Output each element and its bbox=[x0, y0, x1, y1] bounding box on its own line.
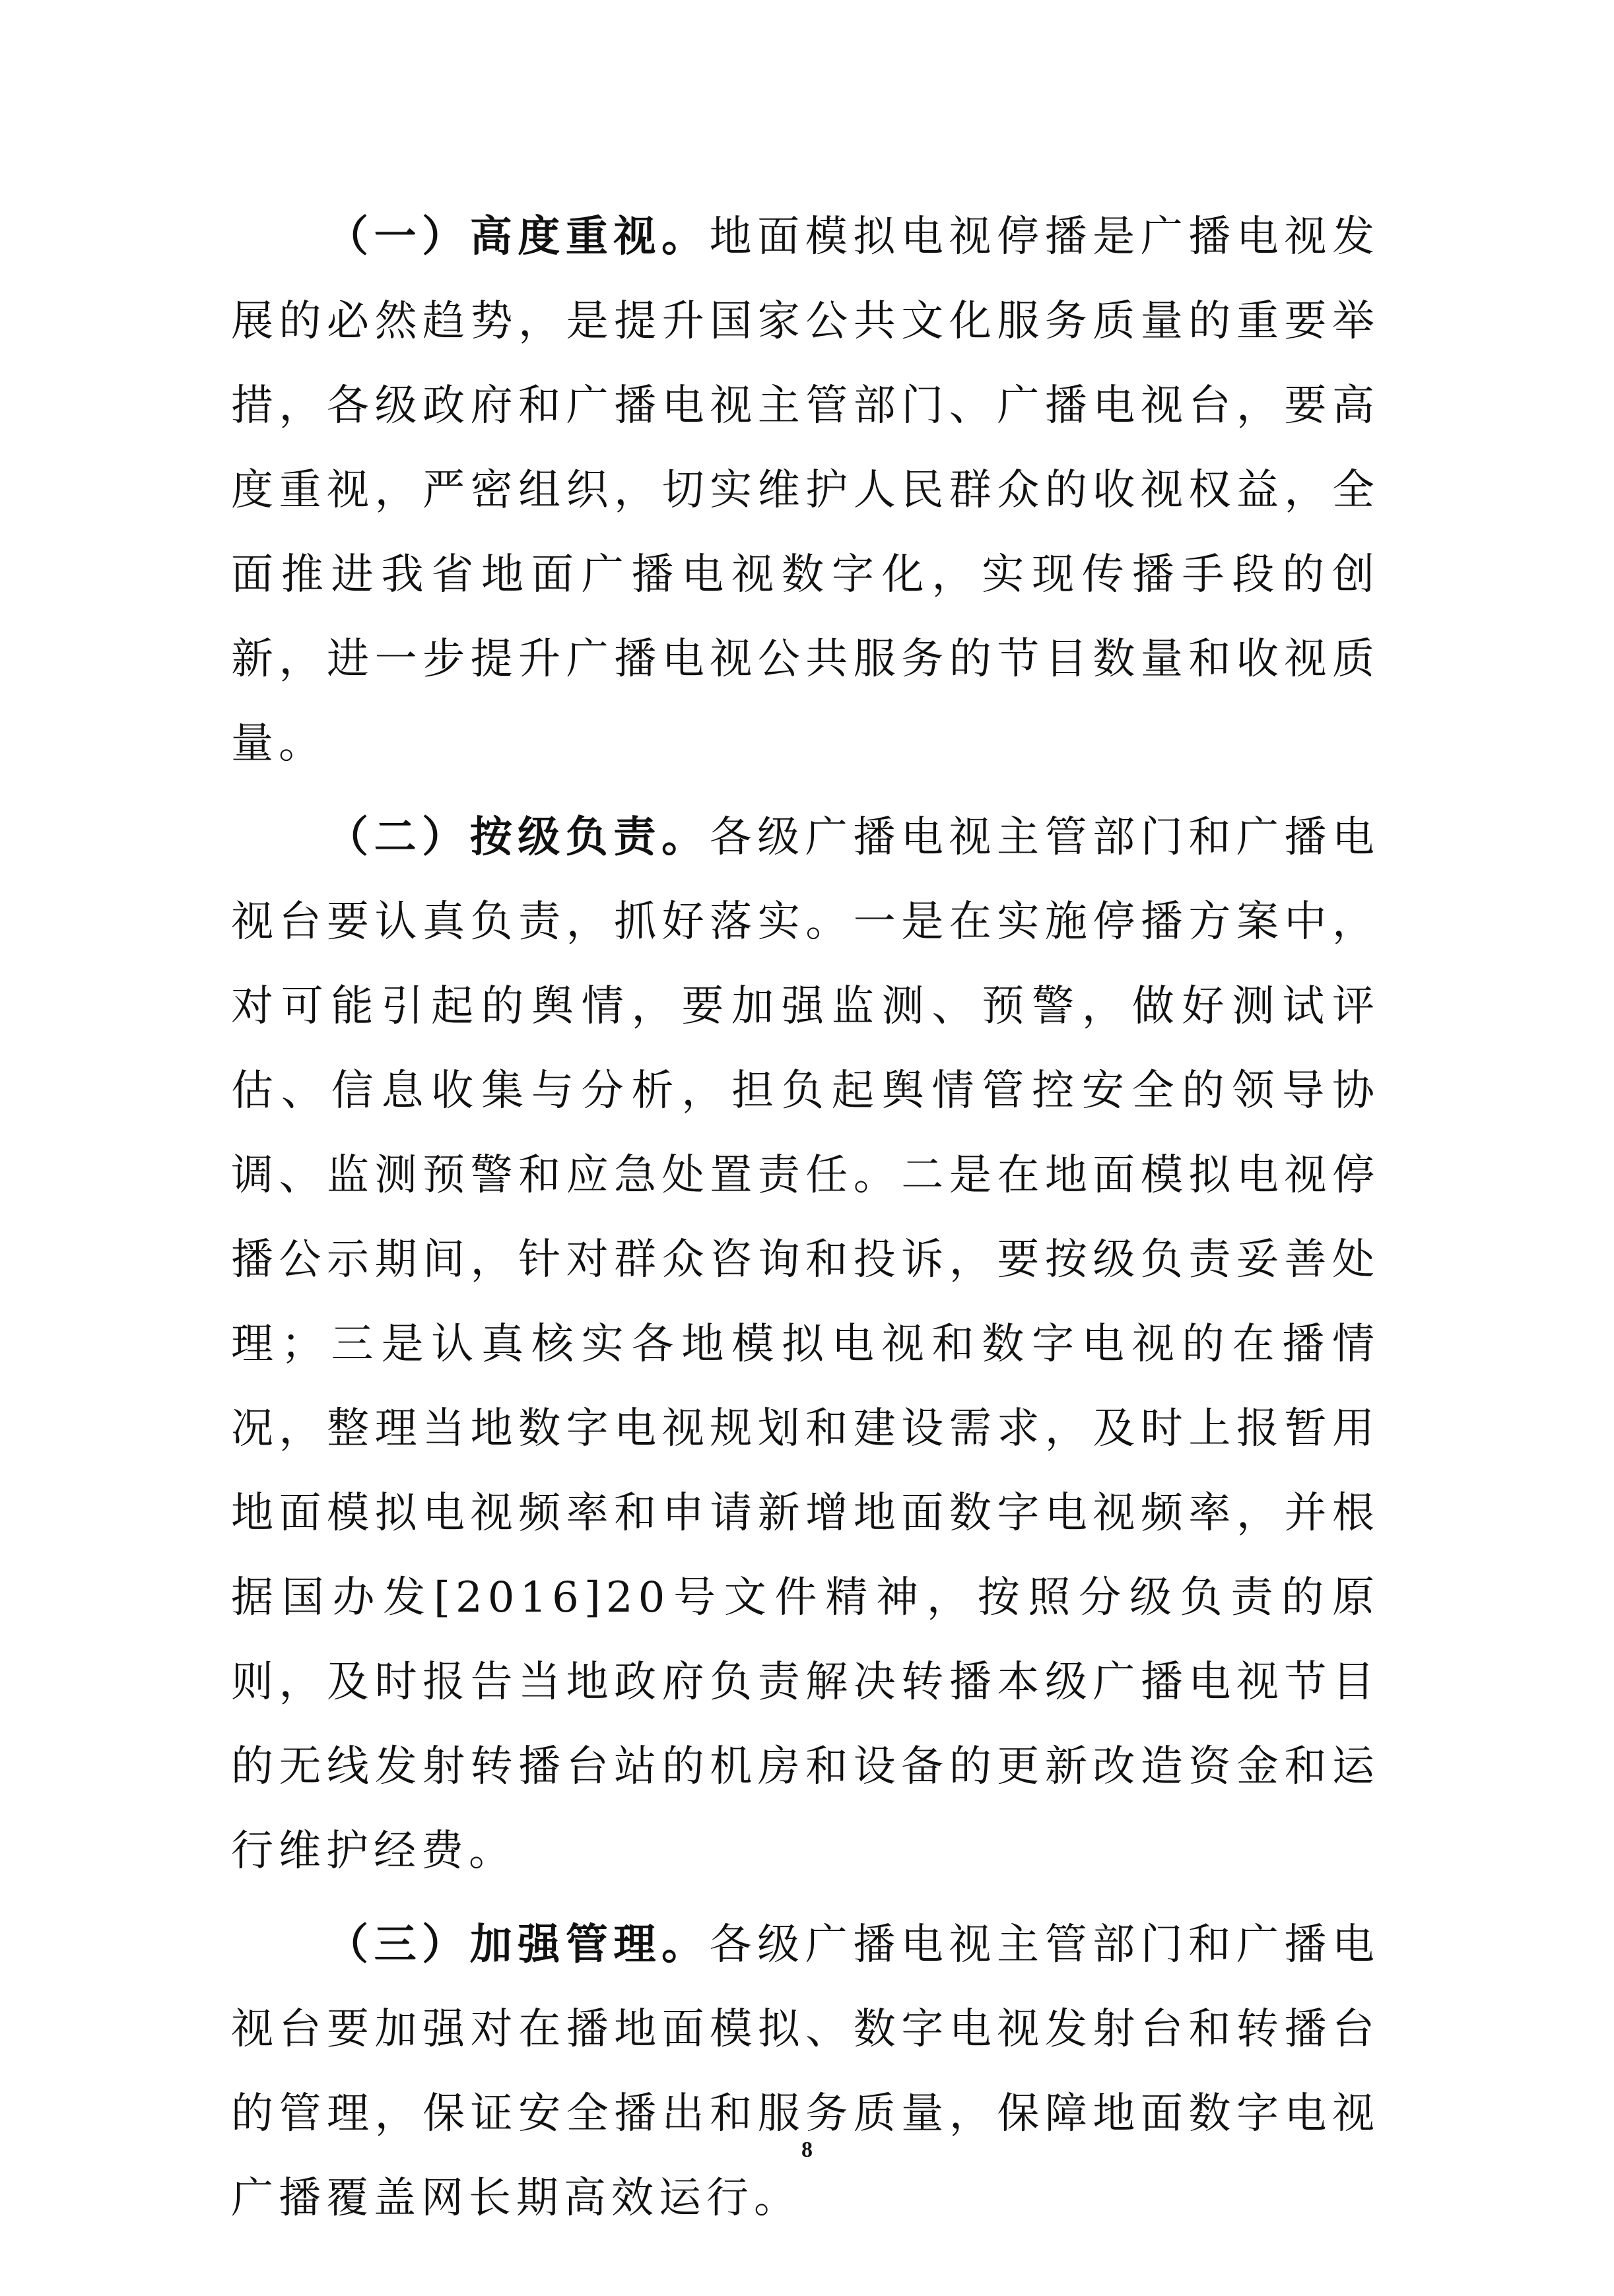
paragraph-text: 各级广播电视主管部门和广播电视台要认真负责，抓好落实。一是在实施停播方案中，对可能引起的舆情，要加强监测、预警，做好测试评估、信息收集与分析，担负起舆情管控安全的领导协调、监测预警和应急处置责任。二是在地面模拟电视停播公示期间，针对群众咨询和投诉，要按级负责妥善处理；三是认真核实各地模拟电视和数字电视的在播情况，整理当地数字电视规划和建设需求，及时上报暂用地面模拟电视频率和申请新增地面数字电视频率，并根据国办发[2016]20号文件精神，按照分级负责的原则，及时报告当地政府负责解决转播本级广播电视节目的无线发射转播台站的机房和设备的更新改造资金和运行维护经费。 bbox=[231, 813, 1380, 1876]
paragraph-text: 地面模拟电视停播是广播电视发展的必然趋势，是提升国家公共文化服务质量的重要举措，各级政府和广播电视主管部门、广播电视台，要高度重视，严密组织，切实维护人民群众的收视权益，全面推进我省地面广播电视数字化，实现传播手段的创新，进一步提升广播电视公共服务的节目数量和收视质量。 bbox=[231, 213, 1380, 768]
paragraph-high-importance bbox=[231, 195, 1380, 786]
paragraph-text: 各级广播电视主管部门和广播电视台要加强对在播地面模拟、数字电视发射台和转播台的管理，保证安全播出和服务质量，保障地面数字电视广播覆盖网长期高效运行。 bbox=[231, 1920, 1380, 2223]
paragraph-heading: （二）按级负责。 bbox=[326, 813, 710, 862]
paragraph-level-responsibility bbox=[231, 795, 1380, 1893]
paragraph-spacer bbox=[231, 786, 1380, 795]
page-number: 8 bbox=[801, 2138, 813, 2162]
paragraph-strengthen-management bbox=[231, 1903, 1380, 2241]
paragraph-heading: （三）加强管理。 bbox=[326, 1920, 710, 1969]
paragraph-heading: （一）高度重视。 bbox=[326, 213, 710, 261]
document-body bbox=[231, 195, 1380, 2241]
paragraph-spacer bbox=[231, 1893, 1380, 1903]
